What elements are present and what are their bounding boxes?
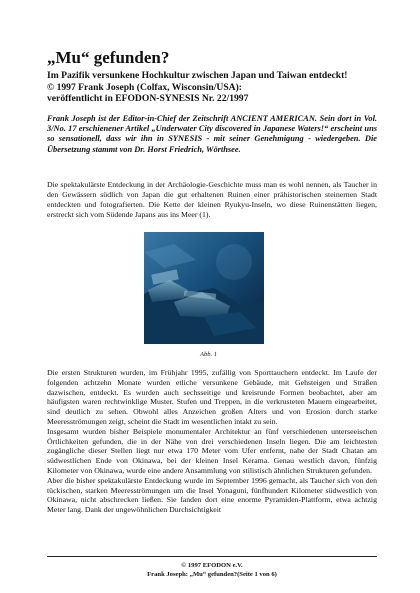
editor-intro: Frank Joseph ist der Editor-in-Chief der Zeitschrift ANCIENT AMERICAN. Sein dort in Vol. 3/No. 17 erschienener Artikel „Underwater City discovered in Japanese Waters!“ erscheint uns so sensationell, dass wir ihn in SYNESIS - mit seiner Genehmigung - wiedergeben. Die Übersetzung stammt von Dr. Horst Friedrich, Wörthsee. <box>47 114 377 154</box>
page-footer <box>47 562 377 579</box>
article-body <box>47 368 377 515</box>
footer-page-info: Frank Joseph: „Mu“ gefunden?(Seite 1 von 6) <box>147 570 277 578</box>
footer-divider <box>47 556 377 557</box>
footer-copyright: © 1997 EFODON e.V. <box>181 562 243 569</box>
copyright-line: © 1997 Frank Joseph (Colfax, Wisconsin/USA): <box>47 81 242 93</box>
body-paragraph: Insgesamt wurden bisher Beispiele monumentaler Architektur an fünf verschiedenen unterseeischen Örtlichkeiten gefunden, die in der Nähe von drei verschiedenen Inseln liegen. Die am leichtesten zugängliche dieser Stellen liegt nur etwa 170 Meter vom Ufer entfernt, nahe der Stadt Chatan am südwestlichen Ende von Okinawa, bei der kleinen Insel Kerama. Genau westlich davon, fünfzig Kilometer von Okinawa, wurde eine andere Ansammlung von stilistisch ähnlichen Strukturen gefunden. <box>47 426 377 475</box>
body-paragraph: Die ersten Strukturen wurden, im Frühjahr 1995, zufällig von Sporttauchern entdeckt. Im Laufe der folgenden achtzehn Monate wurden etliche versunkene Gebäude, mit Gehsteigen und Straßen dazwischen, entdeckt. Es wurden auch sechsseitige und kreisrunde Formen beobachtet, aber am häufigsten waren rechtwinklige Muster. Stufen und Treppen, in die verkrusteten Mauern eingearbeitet, sind deutlich zu sehen. Obwohl alles Anzeichen großen Alters und von Erosion durch starke Meeresströmungen zeigt, scheint die Stadt im wesentlichen intakt zu sein. <box>47 368 377 426</box>
publication-line: veröffentlicht in EFODON-SYNESIS Nr. 22/1997 <box>47 93 249 104</box>
underwater-ruins-photo <box>144 232 264 344</box>
opening-paragraph: Die spektakulärste Entdeckung in der Archäologie-Geschichte muss man es wohl nennen, als Taucher in den Gewässern südlich von Japan die gut erhaltenen Ruinen einer prähistorischen steinernen Stadt entdeckten und fotografierten. Die Kette der kleinen Ryukyu-Inseln, wo diese Ruinenstätten liegen, erstreckt sich vom Südende Japans aus ins Meer (1). <box>47 180 377 219</box>
article-header <box>47 70 377 105</box>
figure-caption: Abb. 1 <box>200 351 217 358</box>
underwater-ruins-image <box>144 232 264 344</box>
body-paragraph: Aber die bisher spektakulärste Entdeckung wurde im September 1996 gemacht, als Taucher sich von den tückischen, starken Meeresströmungen um die Insel Yonaguni, fünfhundert Kilometer südwestlich von Okinawa, nicht abschrecken ließen. Sie fanden dort eine enorme Pyramiden-Plattform, etwa achtzig Meter lang. Dank der ungewöhnlichen Durchsichtigkeit <box>47 475 377 515</box>
article-subtitle: Im Pazifik versunkene Hochkultur zwischen Japan und Taiwan entdeckt! <box>47 70 348 81</box>
article-title: „Mu“ gefunden? <box>47 48 170 67</box>
